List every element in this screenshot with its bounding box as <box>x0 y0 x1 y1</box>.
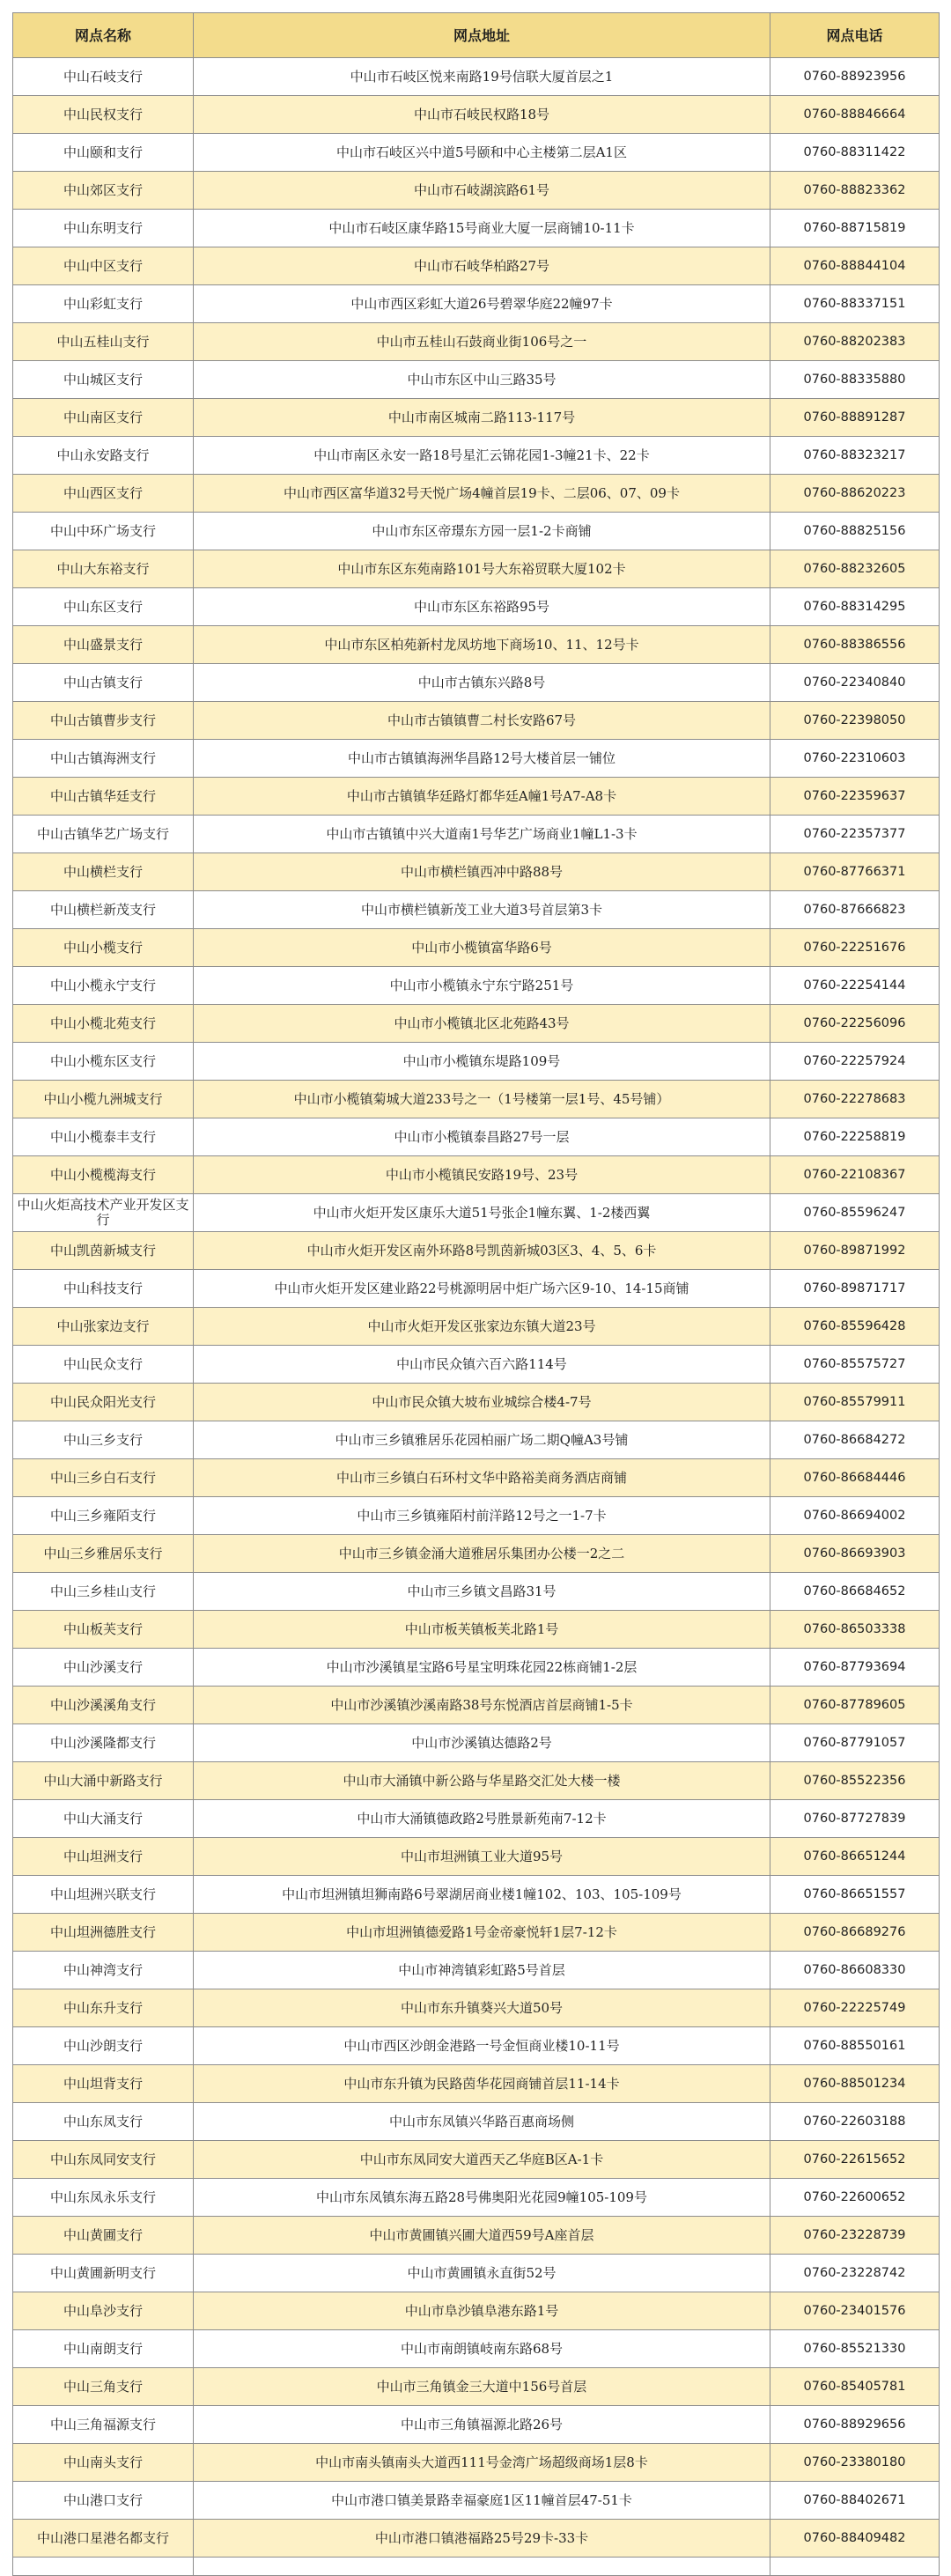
branch-address-cell: 中山市东区东苑南路101号大东裕贸联大厦102卡 <box>194 550 770 588</box>
table-row <box>13 361 940 399</box>
branch-phone-cell: 0760-86694002 <box>770 1497 940 1535</box>
table-row <box>13 853 940 891</box>
branch-name-cell: 中山小榄榄海支行 <box>13 1156 194 1194</box>
table-row <box>13 1838 940 1876</box>
branch-phone-cell: 0760-86651244 <box>770 1838 940 1876</box>
branch-name-cell: 中山古镇曹步支行 <box>13 702 194 740</box>
empty-cell <box>13 2558 194 2576</box>
branch-phone-cell: 0760-88923956 <box>770 58 940 96</box>
branch-phone-cell: 0760-23228742 <box>770 2255 940 2292</box>
table-row-cutoff <box>13 2558 940 2576</box>
branch-name-cell: 中山三角支行 <box>13 2368 194 2406</box>
branch-name-cell: 中山古镇华廷支行 <box>13 778 194 816</box>
branch-phone-cell: 0760-22600652 <box>770 2179 940 2217</box>
table-row <box>13 323 940 361</box>
table-row <box>13 1308 940 1346</box>
branch-address-cell: 中山市沙溪镇沙溪南路38号东悦酒店首层商铺1-5卡 <box>194 1687 770 1724</box>
branch-phone-cell: 0760-89871717 <box>770 1270 940 1308</box>
branch-phone-cell: 0760-22257924 <box>770 1043 940 1081</box>
branch-address-cell: 中山市黄圃镇永直街52号 <box>194 2255 770 2292</box>
table-row <box>13 967 940 1005</box>
branch-address-cell: 中山市石岐区兴中道5号颐和中心主楼第二层A1区 <box>194 134 770 172</box>
branch-name-cell: 中山彩虹支行 <box>13 285 194 323</box>
branch-address-cell: 中山市南头镇南头大道西111号金湾广场超级商场1层8卡 <box>194 2444 770 2482</box>
branch-phone-cell: 0760-85522356 <box>770 1762 940 1800</box>
branch-name-cell: 中山郊区支行 <box>13 172 194 210</box>
branch-phone-cell: 0760-22256096 <box>770 1005 940 1043</box>
table-row <box>13 210 940 247</box>
branch-address-cell: 中山市古镇镇海洲华昌路12号大楼首层一铺位 <box>194 740 770 778</box>
branch-name-cell: 中山石岐支行 <box>13 58 194 96</box>
branch-address-cell: 中山市火炬开发区建业路22号桃源明居中炬广场六区9-10、14-15商铺 <box>194 1270 770 1308</box>
branch-table <box>12 12 940 2576</box>
branch-address-cell: 中山市火炬开发区康乐大道51号张企1幢东翼、1-2楼西翼 <box>194 1194 770 1232</box>
branch-address-cell: 中山市石岐民权路18号 <box>194 96 770 134</box>
branch-phone-cell: 0760-88846664 <box>770 96 940 134</box>
branch-phone-cell: 0760-22254144 <box>770 967 940 1005</box>
branch-phone-cell: 0760-23228739 <box>770 2217 940 2255</box>
branch-name-cell: 中山神湾支行 <box>13 1952 194 1989</box>
branch-phone-cell: 0760-22310603 <box>770 740 940 778</box>
table-row <box>13 399 940 437</box>
branch-address-cell: 中山市港口镇港福路25号29卡-33卡 <box>194 2520 770 2558</box>
branch-address-cell: 中山市东升镇为民路茵华花园商铺首层11-14卡 <box>194 2065 770 2103</box>
branch-name-cell: 中山南区支行 <box>13 399 194 437</box>
branch-name-cell: 中山古镇海洲支行 <box>13 740 194 778</box>
table-row <box>13 1043 940 1081</box>
branch-address-cell: 中山市小榄镇民安路19号、23号 <box>194 1156 770 1194</box>
branch-phone-cell: 0760-88232605 <box>770 550 940 588</box>
branch-phone-cell: 0760-22359637 <box>770 778 940 816</box>
branch-address-cell: 中山市小榄镇东堤路109号 <box>194 1043 770 1081</box>
table-row <box>13 2368 940 2406</box>
branch-name-cell: 中山民权支行 <box>13 96 194 134</box>
branch-name-cell: 中山张家边支行 <box>13 1308 194 1346</box>
table-row <box>13 1724 940 1762</box>
branch-address-cell: 中山市东区柏苑新村龙凤坊地下商场10、11、12号卡 <box>194 626 770 664</box>
branch-name-cell: 中山沙朗支行 <box>13 2027 194 2065</box>
header-branch-phone: 网点电话 <box>770 13 940 58</box>
branch-address-cell: 中山市西区沙朗金港路一号金恒商业楼10-11号 <box>194 2027 770 2065</box>
branch-name-cell: 中山黄圃支行 <box>13 2217 194 2255</box>
table-row <box>13 702 940 740</box>
branch-address-cell: 中山市小榄镇富华路6号 <box>194 929 770 967</box>
table-row <box>13 626 940 664</box>
branch-name-cell: 中山东凤支行 <box>13 2103 194 2141</box>
table-row <box>13 1989 940 2027</box>
table-row <box>13 1421 940 1459</box>
table-row <box>13 2179 940 2217</box>
branch-name-cell: 中山三乡雍陌支行 <box>13 1497 194 1535</box>
empty-cell <box>770 2558 940 2576</box>
branch-name-cell: 中山东凤同安支行 <box>13 2141 194 2179</box>
branch-phone-cell: 0760-87727839 <box>770 1800 940 1838</box>
branch-phone-cell: 0760-86608330 <box>770 1952 940 1989</box>
table-row <box>13 1156 940 1194</box>
branch-name-cell: 中山三乡雅居乐支行 <box>13 1535 194 1573</box>
table-row <box>13 664 940 702</box>
branch-phone-cell: 0760-87766371 <box>770 853 940 891</box>
table-row <box>13 1914 940 1952</box>
table-row <box>13 285 940 323</box>
table-row <box>13 778 940 816</box>
branch-phone-cell: 0760-86651557 <box>770 1876 940 1914</box>
table-row <box>13 1459 940 1497</box>
table-row <box>13 2406 940 2444</box>
branch-phone-cell: 0760-88620223 <box>770 475 940 513</box>
table-row <box>13 437 940 475</box>
branch-address-cell: 中山市坦洲镇德爱路1号金帝豪悦轩1层7-12卡 <box>194 1914 770 1952</box>
branch-name-cell: 中山五桂山支行 <box>13 323 194 361</box>
branch-address-cell: 中山市南朗镇岐南东路68号 <box>194 2330 770 2368</box>
table-row <box>13 2103 940 2141</box>
table-row <box>13 475 940 513</box>
table-row <box>13 58 940 96</box>
branch-name-cell: 中山小榄泰丰支行 <box>13 1118 194 1156</box>
branch-name-cell: 中山古镇支行 <box>13 664 194 702</box>
branch-phone-cell: 0760-86689276 <box>770 1914 940 1952</box>
branch-phone-cell: 0760-88337151 <box>770 285 940 323</box>
branch-address-cell: 中山市阜沙镇阜港东路1号 <box>194 2292 770 2330</box>
branch-name-cell: 中山东凤永乐支行 <box>13 2179 194 2217</box>
branch-address-cell: 中山市古镇镇华廷路灯都华廷A幢1号A7-A8卡 <box>194 778 770 816</box>
branch-address-cell: 中山市沙溪镇星宝路6号星宝明珠花园22栋商铺1-2层 <box>194 1649 770 1687</box>
branch-name-cell: 中山东区支行 <box>13 588 194 626</box>
branch-phone-cell: 0760-88550161 <box>770 2027 940 2065</box>
branch-table-sheet <box>12 12 939 2576</box>
branch-address-cell: 中山市东凤同安大道西天乙华庭B区A-1卡 <box>194 2141 770 2179</box>
branch-name-cell: 中山坦洲兴联支行 <box>13 1876 194 1914</box>
branch-phone-cell: 0760-86684272 <box>770 1421 940 1459</box>
branch-name-cell: 中山南头支行 <box>13 2444 194 2482</box>
table-row <box>13 740 940 778</box>
branch-phone-cell: 0760-87793694 <box>770 1649 940 1687</box>
branch-address-cell: 中山市石岐区康华路15号商业大厦一层商铺10-11卡 <box>194 210 770 247</box>
table-row <box>13 1270 940 1308</box>
table-row <box>13 2482 940 2520</box>
table-row <box>13 1081 940 1118</box>
branch-phone-cell: 0760-88323217 <box>770 437 940 475</box>
branch-address-cell: 中山市东区中山三路35号 <box>194 361 770 399</box>
table-row <box>13 2255 940 2292</box>
branch-phone-cell: 0760-22340840 <box>770 664 940 702</box>
branch-address-cell: 中山市三乡镇金涌大道雅居乐集团办公楼一2之二 <box>194 1535 770 1573</box>
branch-phone-cell: 0760-87791057 <box>770 1724 940 1762</box>
branch-name-cell: 中山沙溪支行 <box>13 1649 194 1687</box>
branch-phone-cell: 0760-87666823 <box>770 891 940 929</box>
branch-phone-cell: 0760-88891287 <box>770 399 940 437</box>
branch-name-cell: 中山民众阳光支行 <box>13 1384 194 1421</box>
branch-phone-cell: 0760-88386556 <box>770 626 940 664</box>
branch-address-cell: 中山市黄圃镇兴圃大道西59号A座首层 <box>194 2217 770 2255</box>
branch-address-cell: 中山市三乡镇白石环村文华中路裕美商务酒店商铺 <box>194 1459 770 1497</box>
branch-phone-cell: 0760-88823362 <box>770 172 940 210</box>
branch-phone-cell: 0760-86684446 <box>770 1459 940 1497</box>
branch-name-cell: 中山坦背支行 <box>13 2065 194 2103</box>
branch-phone-cell: 0760-86503338 <box>770 1611 940 1649</box>
branch-name-cell: 中山中环广场支行 <box>13 513 194 550</box>
branch-address-cell: 中山市南区城南二路113-117号 <box>194 399 770 437</box>
table-row <box>13 1535 940 1573</box>
table-row <box>13 1687 940 1724</box>
branch-name-cell: 中山横栏新茂支行 <box>13 891 194 929</box>
branch-name-cell: 中山横栏支行 <box>13 853 194 891</box>
branch-address-cell: 中山市石岐湖滨路61号 <box>194 172 770 210</box>
branch-name-cell: 中山小榄北苑支行 <box>13 1005 194 1043</box>
branch-address-cell: 中山市沙溪镇达德路2号 <box>194 1724 770 1762</box>
branch-name-cell: 中山民众支行 <box>13 1346 194 1384</box>
branch-address-cell: 中山市三角镇金三大道中156号首层 <box>194 2368 770 2406</box>
empty-cell <box>194 2558 770 2576</box>
branch-name-cell: 中山科技支行 <box>13 1270 194 1308</box>
header-branch-address: 网点地址 <box>194 13 770 58</box>
table-row <box>13 96 940 134</box>
branch-address-cell: 中山市东区帝璟东方园一层1-2卡商铺 <box>194 513 770 550</box>
table-row <box>13 891 940 929</box>
branch-address-cell: 中山市东区东裕路95号 <box>194 588 770 626</box>
branch-address-cell: 中山市大涌镇中新公路与华星路交汇处大楼一楼 <box>194 1762 770 1800</box>
branch-address-cell: 中山市小榄镇北区北苑路43号 <box>194 1005 770 1043</box>
table-header-row <box>13 13 940 58</box>
header-branch-name: 网点名称 <box>13 13 194 58</box>
branch-address-cell: 中山市火炬开发区张家边东镇大道23号 <box>194 1308 770 1346</box>
branch-phone-cell: 0760-22225749 <box>770 1989 940 2027</box>
branch-phone-cell: 0760-88715819 <box>770 210 940 247</box>
branch-phone-cell: 0760-88202383 <box>770 323 940 361</box>
branch-address-cell: 中山市五桂山石鼓商业街106号之一 <box>194 323 770 361</box>
table-row <box>13 1800 940 1838</box>
branch-phone-cell: 0760-89871992 <box>770 1232 940 1270</box>
table-row <box>13 1384 940 1421</box>
branch-phone-cell: 0760-87789605 <box>770 1687 940 1724</box>
branch-name-cell: 中山西区支行 <box>13 475 194 513</box>
branch-address-cell: 中山市西区彩虹大道26号碧翠华庭22幢97卡 <box>194 285 770 323</box>
branch-phone-cell: 0760-22603188 <box>770 2103 940 2141</box>
branch-name-cell: 中山中区支行 <box>13 247 194 285</box>
table-row <box>13 1876 940 1914</box>
branch-name-cell: 中山沙溪溪角支行 <box>13 1687 194 1724</box>
table-row <box>13 550 940 588</box>
branch-name-cell: 中山三乡桂山支行 <box>13 1573 194 1611</box>
table-row <box>13 1005 940 1043</box>
branch-name-cell: 中山三角福源支行 <box>13 2406 194 2444</box>
branch-address-cell: 中山市古镇东兴路8号 <box>194 664 770 702</box>
branch-phone-cell: 0760-88825156 <box>770 513 940 550</box>
branch-phone-cell: 0760-88311422 <box>770 134 940 172</box>
branch-phone-cell: 0760-88501234 <box>770 2065 940 2103</box>
branch-address-cell: 中山市小榄镇泰昌路27号一层 <box>194 1118 770 1156</box>
branch-phone-cell: 0760-22398050 <box>770 702 940 740</box>
branch-name-cell: 中山盛景支行 <box>13 626 194 664</box>
branch-phone-cell: 0760-86693903 <box>770 1535 940 1573</box>
branch-phone-cell: 0760-22258819 <box>770 1118 940 1156</box>
table-row <box>13 1497 940 1535</box>
table-row <box>13 588 940 626</box>
branch-phone-cell: 0760-22615652 <box>770 2141 940 2179</box>
branch-address-cell: 中山市横栏镇西冲中路88号 <box>194 853 770 891</box>
branch-phone-cell: 0760-85579911 <box>770 1384 940 1421</box>
branch-name-cell: 中山火炬高技术产业开发区支行 <box>13 1194 194 1232</box>
table-row <box>13 513 940 550</box>
branch-phone-cell: 0760-85405781 <box>770 2368 940 2406</box>
table-body <box>13 58 940 2576</box>
table-row <box>13 1194 940 1232</box>
branch-name-cell: 中山颐和支行 <box>13 134 194 172</box>
table-row <box>13 1118 940 1156</box>
branch-name-cell: 中山坦洲支行 <box>13 1838 194 1876</box>
table-row <box>13 2292 940 2330</box>
branch-phone-cell: 0760-88314295 <box>770 588 940 626</box>
branch-phone-cell: 0760-88844104 <box>770 247 940 285</box>
table-row <box>13 2444 940 2482</box>
branch-phone-cell: 0760-22251676 <box>770 929 940 967</box>
branch-name-cell: 中山港口支行 <box>13 2482 194 2520</box>
branch-address-cell: 中山市神湾镇彩虹路5号首层 <box>194 1952 770 1989</box>
branch-name-cell: 中山沙溪隆都支行 <box>13 1724 194 1762</box>
table-row <box>13 1611 940 1649</box>
branch-phone-cell: 0760-85575727 <box>770 1346 940 1384</box>
branch-address-cell: 中山市小榄镇永宁东宁路251号 <box>194 967 770 1005</box>
table-row <box>13 2027 940 2065</box>
branch-phone-cell: 0760-86684652 <box>770 1573 940 1611</box>
branch-name-cell: 中山小榄支行 <box>13 929 194 967</box>
table-row <box>13 247 940 285</box>
branch-phone-cell: 0760-88335880 <box>770 361 940 399</box>
branch-phone-cell: 0760-23380180 <box>770 2444 940 2482</box>
table-row <box>13 929 940 967</box>
branch-address-cell: 中山市坦洲镇坦狮南路6号翠湖居商业楼1幢102、103、105-109号 <box>194 1876 770 1914</box>
branch-address-cell: 中山市东凤镇兴华路百惠商场侧 <box>194 2103 770 2141</box>
branch-address-cell: 中山市东凤镇东海五路28号佛奥阳光花园9幢105-109号 <box>194 2179 770 2217</box>
table-row <box>13 1232 940 1270</box>
branch-address-cell: 中山市石岐区悦来南路19号信联大厦首层之1 <box>194 58 770 96</box>
branch-name-cell: 中山凯茵新城支行 <box>13 1232 194 1270</box>
table-row <box>13 2217 940 2255</box>
branch-address-cell: 中山市板芙镇板芙北路1号 <box>194 1611 770 1649</box>
table-row <box>13 1649 940 1687</box>
branch-address-cell: 中山市石岐华柏路27号 <box>194 247 770 285</box>
branch-address-cell: 中山市西区富华道32号天悦广场4幢首层19卡、二层06、07、09卡 <box>194 475 770 513</box>
branch-address-cell: 中山市火炬开发区南外环路8号凯茵新城03区3、4、5、6卡 <box>194 1232 770 1270</box>
table-row <box>13 2520 940 2558</box>
table-row <box>13 2065 940 2103</box>
table-row <box>13 816 940 853</box>
branch-address-cell: 中山市横栏镇新茂工业大道3号首层第3卡 <box>194 891 770 929</box>
branch-name-cell: 中山古镇华艺广场支行 <box>13 816 194 853</box>
branch-address-cell: 中山市港口镇美景路幸福豪庭1区11幢首层47-51卡 <box>194 2482 770 2520</box>
branch-address-cell: 中山市古镇镇中兴大道南1号华艺广场商业1幢L1-3卡 <box>194 816 770 853</box>
branch-name-cell: 中山大涌支行 <box>13 1800 194 1838</box>
branch-name-cell: 中山小榄九洲城支行 <box>13 1081 194 1118</box>
branch-name-cell: 中山东升支行 <box>13 1989 194 2027</box>
branch-address-cell: 中山市小榄镇菊城大道233号之一（1号楼第一层1号、45号铺） <box>194 1081 770 1118</box>
branch-address-cell: 中山市三乡镇雅居乐花园柏丽广场二期Q幢A3号铺 <box>194 1421 770 1459</box>
branch-address-cell: 中山市民众镇大坡布业城综合楼4-7号 <box>194 1384 770 1421</box>
branch-phone-cell: 0760-88402671 <box>770 2482 940 2520</box>
branch-name-cell: 中山南朗支行 <box>13 2330 194 2368</box>
branch-address-cell: 中山市东升镇葵兴大道50号 <box>194 1989 770 2027</box>
table-row <box>13 2330 940 2368</box>
branch-name-cell: 中山小榄永宁支行 <box>13 967 194 1005</box>
branch-address-cell: 中山市三角镇福源北路26号 <box>194 2406 770 2444</box>
table-row <box>13 1952 940 1989</box>
table-row <box>13 172 940 210</box>
branch-name-cell: 中山永安路支行 <box>13 437 194 475</box>
branch-name-cell: 中山三乡支行 <box>13 1421 194 1459</box>
branch-phone-cell: 0760-85596247 <box>770 1194 940 1232</box>
branch-phone-cell: 0760-22108367 <box>770 1156 940 1194</box>
branch-name-cell: 中山大东裕支行 <box>13 550 194 588</box>
branch-address-cell: 中山市大涌镇德政路2号胜景新苑南7-12卡 <box>194 1800 770 1838</box>
branch-address-cell: 中山市三乡镇文昌路31号 <box>194 1573 770 1611</box>
branch-phone-cell: 0760-85521330 <box>770 2330 940 2368</box>
branch-name-cell: 中山东明支行 <box>13 210 194 247</box>
branch-name-cell: 中山城区支行 <box>13 361 194 399</box>
branch-phone-cell: 0760-85596428 <box>770 1308 940 1346</box>
branch-name-cell: 中山港口星港名都支行 <box>13 2520 194 2558</box>
branch-phone-cell: 0760-88409482 <box>770 2520 940 2558</box>
branch-name-cell: 中山三乡白石支行 <box>13 1459 194 1497</box>
branch-name-cell: 中山大涌中新路支行 <box>13 1762 194 1800</box>
branch-name-cell: 中山板芙支行 <box>13 1611 194 1649</box>
table-row <box>13 134 940 172</box>
branch-address-cell: 中山市坦洲镇工业大道95号 <box>194 1838 770 1876</box>
table-row <box>13 1346 940 1384</box>
table-row <box>13 1762 940 1800</box>
branch-address-cell: 中山市古镇镇曹二村长安路67号 <box>194 702 770 740</box>
branch-address-cell: 中山市三乡镇雍陌村前洋路12号之一1-7卡 <box>194 1497 770 1535</box>
branch-phone-cell: 0760-23401576 <box>770 2292 940 2330</box>
branch-address-cell: 中山市南区永安一路18号星汇云锦花园1-3幢21卡、22卡 <box>194 437 770 475</box>
branch-address-cell: 中山市民众镇六百六路114号 <box>194 1346 770 1384</box>
branch-name-cell: 中山小榄东区支行 <box>13 1043 194 1081</box>
table-row <box>13 2141 940 2179</box>
table-row <box>13 1573 940 1611</box>
branch-phone-cell: 0760-88929656 <box>770 2406 940 2444</box>
branch-name-cell: 中山坦洲德胜支行 <box>13 1914 194 1952</box>
branch-name-cell: 中山阜沙支行 <box>13 2292 194 2330</box>
branch-name-cell: 中山黄圃新明支行 <box>13 2255 194 2292</box>
branch-phone-cell: 0760-22357377 <box>770 816 940 853</box>
branch-phone-cell: 0760-22278683 <box>770 1081 940 1118</box>
